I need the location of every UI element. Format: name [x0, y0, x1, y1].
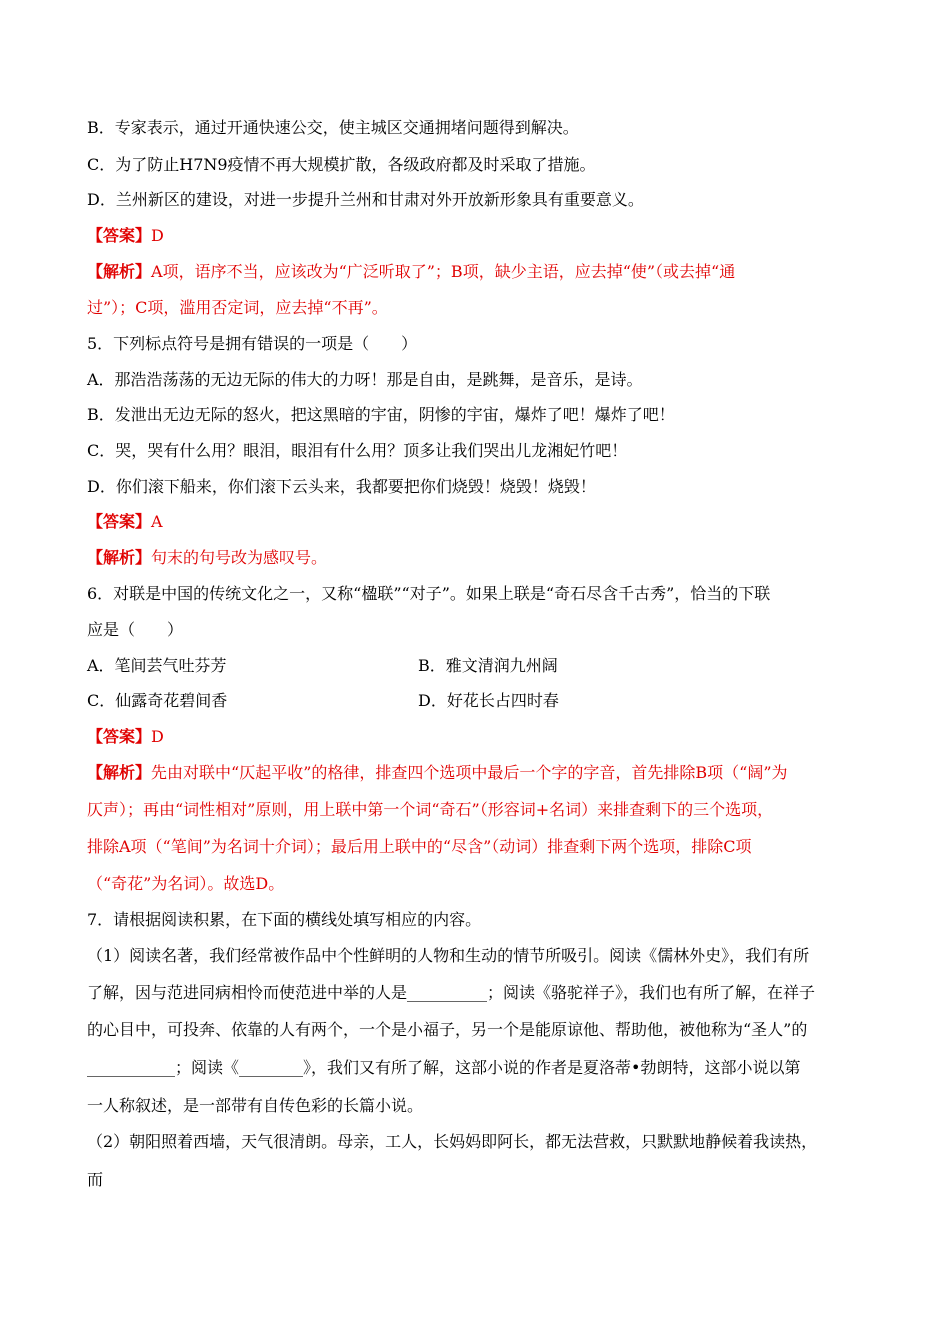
q6-analysis-line-1 — [87, 763, 788, 783]
q6-option-a: A．笔间芸气吐芬芳 — [87, 656, 227, 675]
answer-value: D — [151, 226, 164, 245]
q7-question: 7．请根据阅读积累，在下面的横线处填写相应的内容。 — [87, 910, 482, 929]
q5-option-d: D．你们滚下船来，你们滚下云头来，我都要把你们烧毁！烧毁！烧毁！ — [87, 477, 596, 496]
analysis-tag: 【解析】 — [87, 262, 152, 281]
q7-part1-line-2: 了解，因与范进同病相怜而使范进中举的人是__________；阅读《骆驼祥子》，我们也有所了解，在祥子 — [87, 983, 816, 1002]
q7-part2-line-1: （2）朝阳照着西墙，天气很清朗。母亲，工人，长妈妈即阿长，都无法营救，只默默地静候着我读热， — [87, 1132, 818, 1151]
q5-option-b: B．发泄出无边无际的怒火，把这黑暗的宇宙，阴惨的宇宙，爆炸了吧！爆炸了吧！ — [87, 405, 675, 424]
q4-analysis-line-2: 过”）；C项，滥用否定词，应去掉“不再”。 — [87, 298, 388, 317]
analysis-tag: 【解析】 — [87, 548, 152, 567]
option-d-line: D．兰州新区的建设，对进一步提升兰州和甘肃对外开放新形象具有重要意义。 — [87, 190, 644, 209]
option-b-line: B．专家表示，通过开通快速公交，使主城区交通拥堵问题得到解决。 — [87, 118, 579, 137]
q7-part1-line-1: （1）阅读名著，我们经常被作品中个性鲜明的人物和生动的情节所吸引。阅读《儒林外史》，我们有所 — [87, 946, 810, 965]
q6-option-c: C．仙露奇花碧间香 — [87, 691, 228, 710]
q6-analysis-line-4: （“奇花”为名词）。故选D。 — [87, 874, 285, 893]
q7-part1-line-3: 的心目中，可投奔、依靠的人有两个，一个是小福子，另一个是能原谅他、帮助他，被他称为“圣人”的 — [87, 1020, 808, 1039]
option-c-line: C．为了防止H7N9疫情不再大规模扩散，各级政府都及时采取了措施。 — [87, 155, 596, 174]
q6-question-line-1: 6．对联是中国的传统文化之一，又称“楹联”“对子”。如果上联是“奇石尽含千古秀”，恰当的下联 — [87, 584, 771, 603]
q6-analysis-line-3: 排除A项（“笔间”为名词十介词）；最后用上联中的“尽含”（动词）排查剩下两个选项，排除C项 — [87, 837, 752, 856]
q5-option-a: A．那浩浩荡荡的无边无际的伟大的力呀！那是自由，是跳舞，是音乐，是诗。 — [87, 370, 643, 389]
answer-tag: 【答案】 — [87, 727, 152, 746]
q6-answer — [87, 727, 164, 747]
q7-part2-line-2: 而 — [87, 1170, 104, 1189]
answer-tag: 【答案】 — [87, 512, 152, 531]
analysis-tag: 【解析】 — [87, 763, 152, 782]
q6-option-b: B．雅文清润九州阔 — [418, 656, 558, 675]
q5-analysis — [87, 548, 327, 568]
analysis-text: 先由对联中“仄起平收”的格律，排查四个选项中最后一个字的字音，首先排除B项（“阔”为 — [151, 763, 788, 782]
q5-option-c: C．哭，哭有什么用？眼泪，眼泪有什么用？顶多让我们哭出儿龙湘妃竹吧！ — [87, 441, 628, 460]
q7-part1-line-5: 一人称叙述，是一部带有自传色彩的长篇小说。 — [87, 1096, 424, 1115]
q6-option-d: D．好花长占四时春 — [418, 691, 559, 710]
q4-answer — [87, 226, 164, 246]
q6-question-line-2: 应是（ ） — [87, 620, 184, 639]
analysis-text: 句末的句号改为感叹号。 — [151, 548, 328, 567]
q4-analysis-line-1 — [87, 262, 735, 282]
answer-value: D — [151, 727, 164, 746]
answer-value: A — [151, 512, 163, 531]
q5-answer — [87, 512, 163, 532]
q7-part1-line-4: ___________；阅读《________》，我们又有所了解，这部小说的作者是夏洛蒂•勃朗特，这部小说以第 — [87, 1058, 801, 1077]
q6-analysis-line-2: 仄声）；再由“词性相对”原则，用上联中第一个词“奇石”（形容词+名词）来排查剩下的三个选项， — [87, 800, 774, 819]
analysis-text: A项，语序不当，应该改为“广泛听取了”；B项，缺少主语，应去掉“使”（或去掉“通 — [151, 262, 736, 281]
answer-tag: 【答案】 — [87, 226, 152, 245]
q5-question: 5．下列标点符号是拥有错误的一项是（ ） — [87, 334, 418, 353]
